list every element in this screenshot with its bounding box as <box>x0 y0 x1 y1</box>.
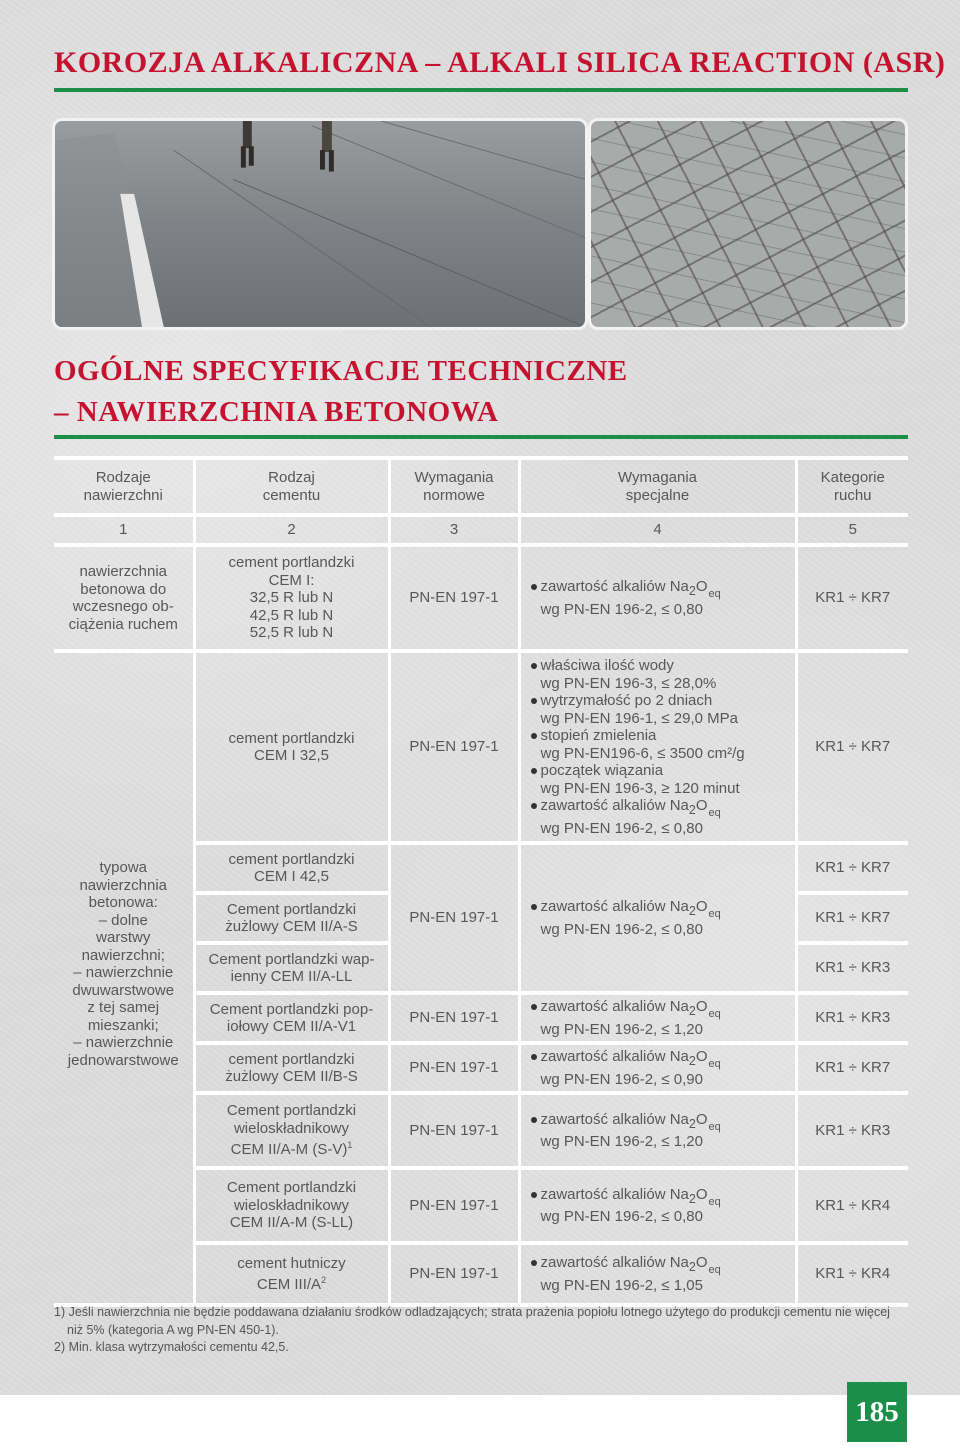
section-title-line2: – NAWIERZCHNIA BETONOWA <box>54 396 499 428</box>
footnotes <box>54 1304 914 1357</box>
special-requirements-cell: zawartość alkaliów $Na_2O_{eq}$ wg PN-EN 196-2, ≤ 1,20 <box>519 993 796 1043</box>
road-photo <box>52 118 588 330</box>
column-number: 1 <box>54 515 194 545</box>
special-requirements-cell: zawartość alkaliów $Na_2O_{eq}$ wg PN-EN 196-2, ≤ 0,80 <box>519 545 796 651</box>
cracked-concrete-photo <box>588 118 908 330</box>
header-traffic-categories: Kategorie ruchu <box>796 458 908 515</box>
section-title-line1: OGÓLNE SPECYFIKACJE TECHNICZNE <box>54 355 628 387</box>
cement-type-cell: Cement portlandzki pop- iołowy CEM II/A-V1 <box>194 993 389 1043</box>
norm-cell: PN-EN 197-1 <box>389 993 519 1043</box>
special-requirements-cell: zawartość alkaliów $Na_2O_{eq}$ wg PN-EN 196-2, ≤ 0,80 <box>519 1168 796 1243</box>
footnote-1-continued: niż 5% (kategoria A wg PN-EN 450-1). <box>67 1322 279 1337</box>
header-norm-requirements: Wymagania normowe <box>389 458 519 515</box>
column-number: 4 <box>519 515 796 545</box>
pavement-type-cell: nawierzchnia betonowa do wczesnego ob- ciążenia ruchem <box>54 545 194 651</box>
traffic-category-cell: KR1 ÷ KR3 <box>796 943 908 993</box>
norm-cell: PN-EN 197-1 <box>389 1243 519 1305</box>
norm-cell: PN-EN 197-1 <box>389 1043 519 1093</box>
cement-type-cell: Cement portlandzki wieloskładnikowy CEM II/A-M $(S-V)^1$ <box>194 1093 389 1168</box>
traffic-category-cell: KR1 ÷ KR7 <box>796 651 908 843</box>
special-requirements-cell: właściwa ilość wody wg PN-EN 196-3, ≤ 28,0% wytrzymałość po 2 dniach wg PN-EN 196-1, ≤ 29,0 MPa stopień zmielenia wg PN-EN196-6, ≤ 3500 cm²/g początek wiązania wg PN-EN 196-3, ≥ 120 minut zawartość alkaliów $Na_2O_{eq}$ wg PN-EN 196-2, ≤ 0,80 <box>519 651 796 843</box>
column-number: 3 <box>389 515 519 545</box>
special-requirements-cell: zawartość alkaliów $Na_2O_{eq}$ wg PN-EN 196-2, ≤ 0,90 <box>519 1043 796 1093</box>
traffic-category-cell: KR1 ÷ KR7 <box>796 893 908 943</box>
table-row <box>54 545 908 651</box>
specification-table <box>54 456 908 1307</box>
header-pavement-type: Rodzaje nawierzchni <box>54 458 194 515</box>
column-number: 5 <box>796 515 908 545</box>
table-number-row <box>54 515 908 545</box>
footnote-2: 2) Min. klasa wytrzymałości cementu 42,5. <box>54 1340 289 1354</box>
page-number: 185 <box>847 1382 907 1442</box>
cement-type-cell: Cement portlandzki żużlowy CEM II/A-S <box>194 893 389 943</box>
traffic-category-cell: KR1 ÷ KR3 <box>796 993 908 1043</box>
title-rule <box>54 88 908 92</box>
norm-cell: PN-EN 197-1 <box>389 843 519 993</box>
traffic-category-cell: KR1 ÷ KR3 <box>796 1093 908 1168</box>
header-cement-type: Rodzaj cementu <box>194 458 389 515</box>
norm-cell: PN-EN 197-1 <box>389 651 519 843</box>
cement-type-cell: cement portlandzki CEM I 42,5 <box>194 843 389 893</box>
special-requirements-cell: zawartość alkaliów $Na_2O_{eq}$ wg PN-EN 196-2, ≤ 1,05 <box>519 1243 796 1305</box>
table-header-row <box>54 458 908 515</box>
column-number: 2 <box>194 515 389 545</box>
traffic-category-cell: KR1 ÷ KR7 <box>796 545 908 651</box>
header-special-requirements: Wymagania specjalne <box>519 458 796 515</box>
cement-type-cell: Cement portlandzki wap- ienny CEM II/A-LL <box>194 943 389 993</box>
footnote-1: 1) Jeśli nawierzchnia nie będzie poddawana działaniu środków odladzających; strata prażenia popiołu lotnego użytego do produkcji cementu nie więcej <box>54 1305 890 1319</box>
special-requirements-cell: zawartość alkaliów $Na_2O_{eq}$ wg PN-EN 196-2, ≤ 1,20 <box>519 1093 796 1168</box>
pavement-type-cell: typowa nawierzchnia betonowa: – dolne warstwy nawierzchni; – nawierzchnie dwuwarstwowe z tej samej mieszanki; – nawierzchnie jednowarstwowe <box>54 651 194 1305</box>
traffic-category-cell: KR1 ÷ KR4 <box>796 1168 908 1243</box>
traffic-category-cell: KR1 ÷ KR7 <box>796 1043 908 1093</box>
norm-cell: PN-EN 197-1 <box>389 545 519 651</box>
traffic-category-cell: KR1 ÷ KR7 <box>796 843 908 893</box>
norm-cell: PN-EN 197-1 <box>389 1168 519 1243</box>
special-requirements-cell: zawartość alkaliów $Na_2O_{eq}$ wg PN-EN 196-2, ≤ 0,80 <box>519 843 796 993</box>
table-row <box>54 651 908 843</box>
cement-type-cell: cement hutniczy CEM III/$A^2$ <box>194 1243 389 1305</box>
cement-type-cell: cement portlandzki żużlowy CEM II/B-S <box>194 1043 389 1093</box>
cement-type-cell: Cement portlandzki wieloskładnikowy CEM II/A-M (S-LL) <box>194 1168 389 1243</box>
cement-type-cell: cement portlandzki CEM I: 32,5 R lub N 42,5 R lub N 52,5 R lub N <box>194 545 389 651</box>
traffic-category-cell: KR1 ÷ KR4 <box>796 1243 908 1305</box>
cement-type-cell: cement portlandzki CEM I 32,5 <box>194 651 389 843</box>
page-title: KOROZJA ALKALICZNA – ALKALI SILICA REACTION (ASR) <box>54 46 946 79</box>
section-rule <box>54 435 908 439</box>
norm-cell: PN-EN 197-1 <box>389 1093 519 1168</box>
